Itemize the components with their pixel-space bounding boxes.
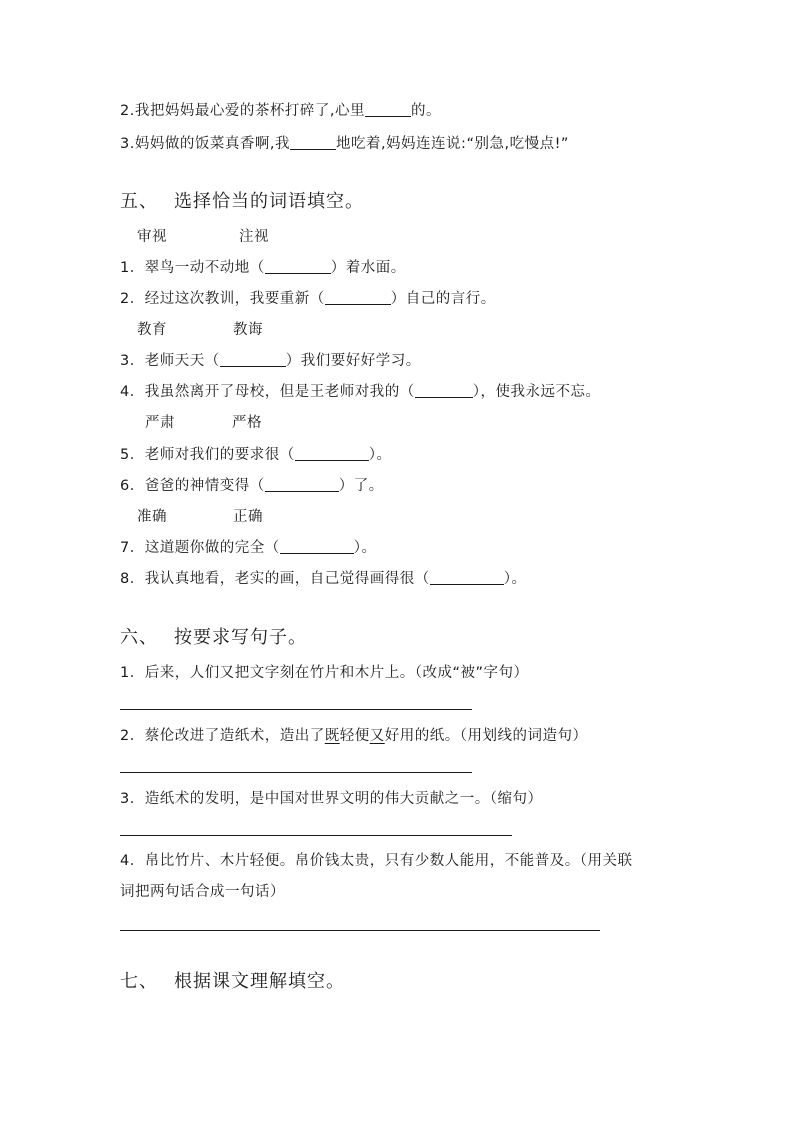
answer-blank[interactable] xyxy=(220,352,286,367)
word-option: 严肃 xyxy=(145,415,175,431)
question-item xyxy=(120,382,600,402)
question-item: 4．帛比竹片、木片轻便。帛价钱太贵，只有少数人能用，不能普及。（用关联 xyxy=(120,853,633,869)
section-number: 五、 xyxy=(120,191,158,212)
answer-blank[interactable] xyxy=(430,570,504,585)
section-number: 六、 xyxy=(120,627,158,648)
underlined-word: 又 xyxy=(369,728,385,744)
question-text: 6．爸爸的神情变得（ xyxy=(120,478,265,494)
word-options xyxy=(137,507,263,527)
question-text: ）自己的言行。 xyxy=(390,291,496,307)
question-item: 3．造纸术的发明，是中国对世界文明的伟大贡献之一。（缩句） xyxy=(120,791,543,807)
question-item xyxy=(120,289,496,309)
word-option: 注视 xyxy=(239,229,269,245)
word-options xyxy=(137,227,269,247)
question-text: 轻便 xyxy=(339,728,370,744)
answer-blank[interactable] xyxy=(295,446,369,461)
question-item xyxy=(120,258,406,278)
fill-sentence-2-after: 的。 xyxy=(410,103,441,119)
question-text: 5．老师对我们的要求很（ xyxy=(120,447,295,463)
answer-blank[interactable] xyxy=(325,290,391,305)
question-text: ），使我永远不忘。 xyxy=(472,384,601,400)
section-5-heading xyxy=(120,189,364,215)
answer-blank[interactable] xyxy=(280,539,354,554)
section-title: 根据课文理解填空。 xyxy=(174,971,345,992)
word-option: 审视 xyxy=(137,229,167,245)
answer-line[interactable] xyxy=(120,772,472,773)
question-text: ）。 xyxy=(368,447,392,463)
question-item xyxy=(120,351,421,371)
question-text: ）我们要好好学习。 xyxy=(285,353,421,369)
question-text: 2．蔡伦改进了造纸术，造出了 xyxy=(120,728,325,744)
fill-sentence-3-after: 地吃着,妈妈连连说:“别急,吃慢点!” xyxy=(335,136,569,152)
answer-line[interactable] xyxy=(120,930,600,931)
question-text: 2．经过这次教训，我要重新（ xyxy=(120,291,325,307)
question-text: 1．翠鸟一动不动地（ xyxy=(120,260,265,276)
question-item-continued: 词把两句话合成一句话） xyxy=(120,884,285,900)
question-item: 1．后来，人们又把文字刻在竹片和木片上。（改成“被”字句） xyxy=(120,665,529,681)
section-title: 选择恰当的词语填空。 xyxy=(174,191,364,212)
word-option: 准确 xyxy=(137,509,167,525)
fill-sentence-2-before: 2.我把妈妈最心爱的茶杯打碎了,心里 xyxy=(120,103,365,119)
fill-sentence-2 xyxy=(120,101,441,121)
question-text: 8．我认真地看，老实的画，自己觉得画得很（ xyxy=(120,571,430,587)
question-item xyxy=(120,476,384,496)
question-text: 好用的纸。（用划线的词造句） xyxy=(384,728,588,744)
section-number: 七、 xyxy=(120,971,158,992)
answer-blank[interactable] xyxy=(265,477,339,492)
question-text: 7．这道题你做的完全（ xyxy=(120,540,280,556)
word-option: 教育 xyxy=(137,322,167,338)
answer-line[interactable] xyxy=(120,835,512,836)
question-text: ）着水面。 xyxy=(330,260,406,276)
question-text: ）了。 xyxy=(338,478,384,494)
question-item xyxy=(120,726,587,746)
fill-sentence-3 xyxy=(120,134,569,154)
word-option: 正确 xyxy=(233,509,263,525)
question-item xyxy=(120,538,376,558)
fill-sentence-3-before: 3.妈妈做的饭菜真香啊,我 xyxy=(120,136,290,152)
answer-blank[interactable] xyxy=(415,383,473,398)
section-6-heading xyxy=(120,625,307,651)
answer-blank[interactable] xyxy=(365,102,411,117)
word-options xyxy=(137,320,263,340)
question-item xyxy=(120,445,391,465)
word-options xyxy=(145,413,262,433)
word-option: 严格 xyxy=(232,415,262,431)
question-text: 3．老师天天（ xyxy=(120,353,220,369)
word-option: 教诲 xyxy=(233,322,263,338)
answer-line[interactable] xyxy=(120,709,472,710)
question-text: 4．我虽然离开了母校，但是王老师对我的（ xyxy=(120,384,415,400)
section-7-heading xyxy=(120,969,345,995)
question-item xyxy=(120,569,526,589)
underlined-word: 既 xyxy=(324,728,340,744)
answer-blank[interactable] xyxy=(265,259,331,274)
answer-blank[interactable] xyxy=(290,135,336,150)
question-text: ）。 xyxy=(503,571,527,587)
section-title: 按要求写句子。 xyxy=(174,627,307,648)
question-text: ）。 xyxy=(353,540,377,556)
